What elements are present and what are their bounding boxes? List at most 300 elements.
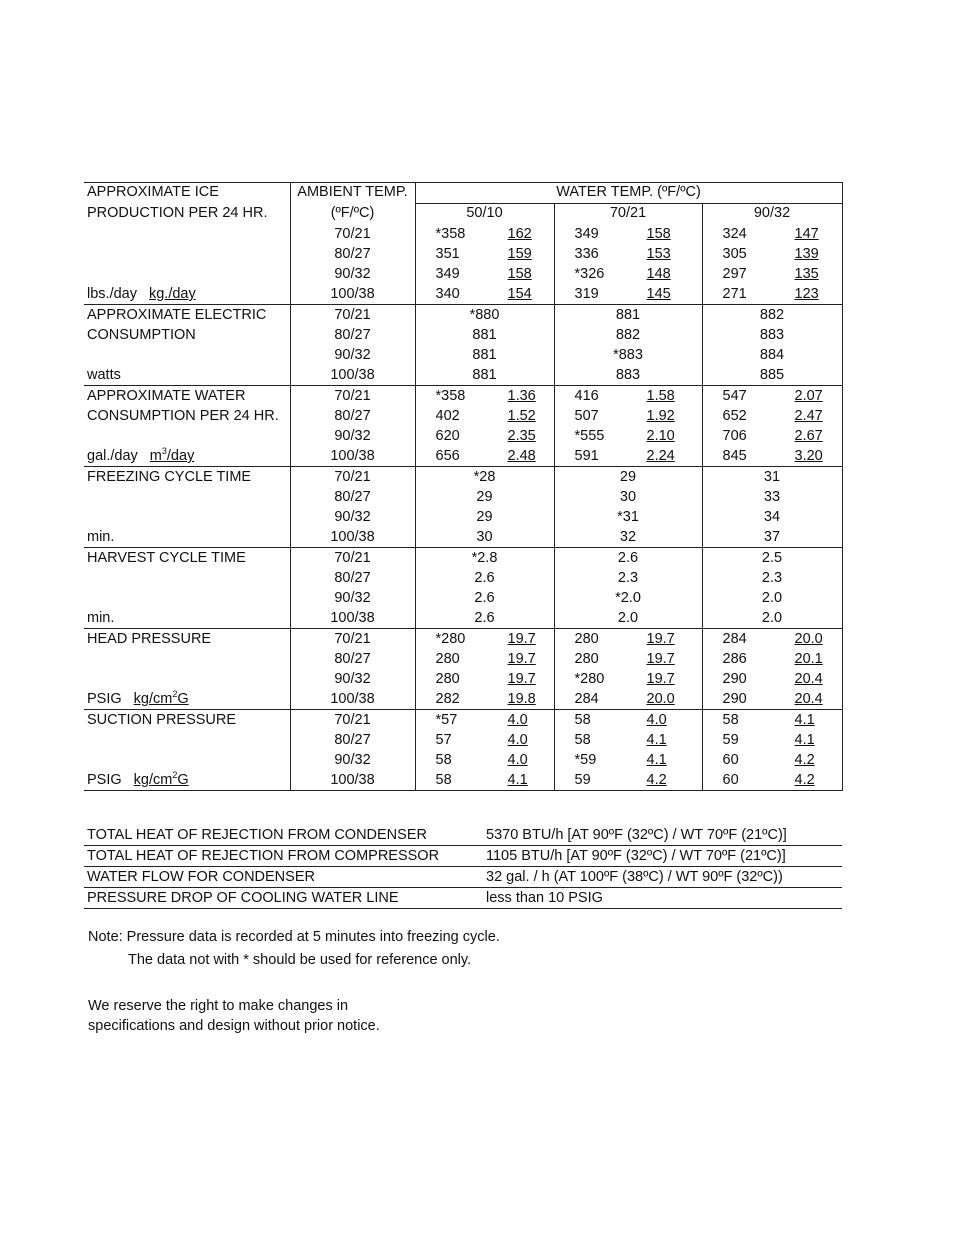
- table-row: [84, 345, 842, 365]
- value-cell: 2.6: [415, 588, 554, 608]
- table-subheader-row: [84, 204, 842, 225]
- ambient-temp-cell: 70/21: [290, 386, 415, 407]
- metric-value: 2.07: [794, 388, 823, 404]
- value-cell: 882: [554, 325, 702, 345]
- value-pair-cell: [702, 264, 842, 284]
- value-cell: 33: [702, 487, 842, 507]
- primary-value: 656: [435, 448, 460, 464]
- metric-value: 153: [646, 246, 671, 262]
- section-label: APPROXIMATE ELECTRIC: [84, 305, 290, 326]
- metric-value: 1.36: [507, 388, 536, 404]
- summary-label: TOTAL HEAT OF REJECTION FROM COMPRESSOR: [84, 846, 482, 867]
- value-pair-cell: [702, 689, 842, 710]
- value-pair-cell: [554, 770, 702, 791]
- primary-value: 305: [722, 246, 747, 262]
- table-row: [84, 710, 842, 731]
- section-label: PRODUCTION PER 24 HR.: [87, 204, 268, 221]
- metric-value: 2.24: [646, 448, 675, 464]
- primary-value: 591: [574, 448, 599, 464]
- section-label: CONSUMPTION PER 24 HR.: [87, 408, 279, 424]
- ambient-temp-cell: 70/21: [290, 629, 415, 650]
- value-pair-cell: [702, 750, 842, 770]
- unit-label: [84, 284, 290, 305]
- table-row: [84, 284, 842, 305]
- table-row: [84, 629, 842, 650]
- ambient-temp-cell: 80/27: [290, 244, 415, 264]
- ambient-temp-cell: 100/38: [290, 770, 415, 791]
- primary-value: 652: [722, 408, 747, 424]
- value-pair-cell: [415, 446, 554, 467]
- value-cell: 34: [702, 507, 842, 527]
- metric-value: 20.1: [794, 651, 823, 667]
- primary-value: 547: [722, 388, 747, 404]
- primary-value: 340: [435, 286, 460, 302]
- primary-value: 706: [722, 428, 747, 444]
- metric-value: 19.8: [507, 691, 536, 707]
- value-cell: 29: [554, 467, 702, 488]
- metric-value: 2.10: [646, 428, 675, 444]
- ambient-temp-cell: 80/27: [290, 730, 415, 750]
- value-pair-cell: [554, 244, 702, 264]
- metric-value: 123: [794, 286, 819, 302]
- value-pair-cell: [554, 669, 702, 689]
- metric-value: 4.1: [646, 732, 667, 748]
- value-cell: 881: [415, 345, 554, 365]
- value-pair-cell: [415, 224, 554, 244]
- metric-value: 4.1: [507, 772, 528, 788]
- section-label: [84, 487, 290, 507]
- table-row: [84, 669, 842, 689]
- value-pair-cell: [702, 446, 842, 467]
- value-cell: *28: [415, 467, 554, 488]
- value-pair-cell: [702, 244, 842, 264]
- ambient-temp-cell: 90/32: [290, 588, 415, 608]
- primary-value: 284: [722, 631, 747, 647]
- metric-value: 154: [507, 286, 532, 302]
- value-cell: 2.6: [415, 608, 554, 629]
- value-cell: *880: [415, 305, 554, 326]
- primary-value: 58: [435, 752, 452, 768]
- ambient-temp-cell: 90/32: [290, 426, 415, 446]
- table-row: [84, 730, 842, 750]
- summary-label: WATER FLOW FOR CONDENSER: [84, 867, 482, 888]
- reference-note: The data not with * should be used for reference only.: [128, 952, 472, 968]
- summary-value: 5370 BTU/h [AT 90ºF (32ºC) / WT 70ºF (21ºC)]: [482, 825, 842, 846]
- ambient-temp-cell: 80/27: [290, 487, 415, 507]
- section-label: [84, 649, 290, 669]
- summary-label: PRESSURE DROP OF COOLING WATER LINE: [84, 888, 482, 909]
- value-cell: 29: [415, 487, 554, 507]
- section-label: [84, 507, 290, 527]
- table-row: [84, 548, 842, 569]
- value-pair-cell: [554, 710, 702, 731]
- ambient-temp-cell: 90/32: [290, 345, 415, 365]
- value-pair-cell: [415, 730, 554, 750]
- unit-primary: watts: [87, 367, 121, 383]
- ambient-temp-cell: 90/32: [290, 507, 415, 527]
- value-cell: *2.0: [554, 588, 702, 608]
- unit-primary: PSIG: [87, 691, 122, 707]
- metric-value: 4.2: [794, 752, 815, 768]
- value-pair-cell: [702, 730, 842, 750]
- value-pair-cell: [554, 406, 702, 426]
- primary-value: 349: [435, 266, 460, 282]
- value-pair-cell: [702, 284, 842, 305]
- section-label: [84, 730, 290, 750]
- value-cell: 883: [554, 365, 702, 386]
- value-pair-cell: [415, 750, 554, 770]
- table-row: [84, 426, 842, 446]
- table-row: [84, 770, 842, 791]
- value-pair-cell: [554, 649, 702, 669]
- metric-value: 20.4: [794, 691, 823, 707]
- primary-value: 349: [574, 226, 599, 242]
- metric-value: 4.1: [794, 732, 815, 748]
- table-row: [84, 750, 842, 770]
- primary-value: *326: [574, 266, 605, 282]
- metric-value: 2.35: [507, 428, 536, 444]
- primary-value: 402: [435, 408, 460, 424]
- table-row: [84, 386, 842, 407]
- primary-value: 297: [722, 266, 747, 282]
- value-pair-cell: [554, 224, 702, 244]
- unit-secondary: $kg/cm^2G$: [133, 770, 189, 788]
- value-pair-cell: [702, 669, 842, 689]
- table-row: [84, 264, 842, 284]
- value-pair-cell: [415, 386, 554, 407]
- ambient-temp-cell: 90/32: [290, 750, 415, 770]
- value-pair-cell: [554, 264, 702, 284]
- primary-value: *358: [435, 226, 466, 242]
- section-label: [84, 244, 290, 264]
- value-cell: *31: [554, 507, 702, 527]
- metric-value: 4.1: [794, 712, 815, 728]
- metric-value: 4.0: [507, 732, 528, 748]
- ambient-temp-cell: 80/27: [290, 568, 415, 588]
- ambient-temp-cell: 80/27: [290, 325, 415, 345]
- primary-value: *358: [435, 388, 466, 404]
- value-cell: 2.6: [554, 548, 702, 569]
- ambient-temp-cell: 80/27: [290, 406, 415, 426]
- ambient-temp-cell: 100/38: [290, 446, 415, 467]
- value-pair-cell: [702, 649, 842, 669]
- primary-value: 324: [722, 226, 747, 242]
- primary-value: 60: [722, 752, 739, 768]
- summary-table: [84, 825, 842, 909]
- value-cell: 2.6: [415, 568, 554, 588]
- value-cell: 881: [415, 325, 554, 345]
- metric-value: 4.2: [794, 772, 815, 788]
- value-pair-cell: [415, 629, 554, 650]
- unit-label: [84, 770, 290, 791]
- primary-value: 58: [574, 732, 591, 748]
- ambient-temp-cell: 70/21: [290, 710, 415, 731]
- table-row: [84, 588, 842, 608]
- value-pair-cell: [702, 629, 842, 650]
- primary-value: 58: [722, 712, 739, 728]
- unit-label: [84, 446, 290, 467]
- metric-value: 139: [794, 246, 819, 262]
- metric-value: 145: [646, 286, 671, 302]
- primary-value: 845: [722, 448, 747, 464]
- value-pair-cell: [702, 406, 842, 426]
- table-row: [84, 649, 842, 669]
- metric-value: 2.48: [507, 448, 536, 464]
- unit-primary: gal./day: [87, 448, 138, 464]
- ambient-temp-cell: 70/21: [290, 467, 415, 488]
- primary-value: 57: [435, 732, 452, 748]
- metric-value: 162: [507, 226, 532, 242]
- ambient-temp-cell: 90/32: [290, 264, 415, 284]
- section-label: [84, 750, 290, 770]
- ambient-temp-unit-header: (ºF/ºC): [290, 204, 415, 225]
- ambient-temp-cell: 70/21: [290, 224, 415, 244]
- section-label: FREEZING CYCLE TIME: [84, 467, 290, 488]
- table-row: [84, 365, 842, 386]
- value-cell: 37: [702, 527, 842, 548]
- section-label: [84, 345, 290, 365]
- value-pair-cell: [554, 689, 702, 710]
- primary-value: 280: [435, 671, 460, 687]
- metric-value: 19.7: [507, 671, 536, 687]
- value-pair-cell: [554, 446, 702, 467]
- primary-value: 336: [574, 246, 599, 262]
- value-pair-cell: [415, 669, 554, 689]
- metric-value: 148: [646, 266, 671, 282]
- metric-value: 20.0: [794, 631, 823, 647]
- value-pair-cell: [415, 689, 554, 710]
- summary-value: 1105 BTU/h [AT 90ºF (32ºC) / WT 70ºF (21ºC)]: [482, 846, 842, 867]
- metric-value: 4.2: [646, 772, 667, 788]
- table-row: [84, 689, 842, 710]
- metric-value: 158: [507, 266, 532, 282]
- metric-value: 19.7: [646, 671, 675, 687]
- primary-value: 60: [722, 772, 739, 788]
- metric-value: 1.58: [646, 388, 675, 404]
- value-cell: 31: [702, 467, 842, 488]
- primary-value: 282: [435, 691, 460, 707]
- ambient-temp-header: AMBIENT TEMP.: [290, 183, 415, 204]
- unit-secondary: kg./day: [148, 286, 196, 302]
- metric-value: 4.0: [646, 712, 667, 728]
- summary-table-body: [84, 825, 842, 909]
- section-label: [84, 224, 290, 244]
- primary-value: 280: [435, 651, 460, 667]
- section-label: [84, 426, 290, 446]
- value-pair-cell: [415, 770, 554, 791]
- table-row: [84, 325, 842, 345]
- value-cell: *883: [554, 345, 702, 365]
- section-label: SUCTION PRESSURE: [84, 710, 290, 731]
- value-cell: 881: [554, 305, 702, 326]
- metric-value: 4.0: [507, 752, 528, 768]
- unit-secondary: $m^3$/day: [149, 446, 195, 464]
- table-row: [84, 568, 842, 588]
- value-cell: 30: [415, 527, 554, 548]
- primary-value: 620: [435, 428, 460, 444]
- primary-value: *57: [435, 712, 458, 728]
- section-label: [84, 669, 290, 689]
- table-row: [84, 446, 842, 467]
- value-pair-cell: [415, 649, 554, 669]
- primary-value: 280: [574, 651, 599, 667]
- value-cell: 885: [702, 365, 842, 386]
- primary-value: 59: [574, 772, 591, 788]
- value-cell: 883: [702, 325, 842, 345]
- section-label: [84, 588, 290, 608]
- value-cell: 2.0: [554, 608, 702, 629]
- primary-value: *280: [435, 631, 466, 647]
- value-cell: 884: [702, 345, 842, 365]
- value-pair-cell: [415, 406, 554, 426]
- ambient-temp-cell: 100/38: [290, 608, 415, 629]
- value-pair-cell: [702, 710, 842, 731]
- section-label: [84, 264, 290, 284]
- primary-value: 284: [574, 691, 599, 707]
- summary-label: TOTAL HEAT OF REJECTION FROM CONDENSER: [84, 825, 482, 846]
- primary-value: 58: [574, 712, 591, 728]
- summary-row: [84, 867, 842, 888]
- metric-value: 19.7: [646, 651, 675, 667]
- metric-value: 19.7: [507, 651, 536, 667]
- metric-value: 147: [794, 226, 819, 242]
- value-pair-cell: [702, 224, 842, 244]
- section-label: HEAD PRESSURE: [84, 629, 290, 650]
- value-cell: 2.3: [702, 568, 842, 588]
- table-row: [84, 244, 842, 264]
- value-cell: 2.0: [702, 608, 842, 629]
- metric-value: 19.7: [646, 631, 675, 647]
- value-pair-cell: [415, 264, 554, 284]
- summary-value: 32 gal. / h (AT 100ºF (38ºC) / WT 90ºF (32ºC)): [482, 867, 842, 888]
- section-label: CONSUMPTION: [87, 327, 196, 343]
- summary-row: [84, 825, 842, 846]
- table-row: [84, 467, 842, 488]
- disclaimer-line-2: specifications and design without prior notice.: [88, 1018, 380, 1034]
- summary-row: [84, 846, 842, 867]
- value-pair-cell: [554, 629, 702, 650]
- summary-row: [84, 888, 842, 909]
- primary-value: 59: [722, 732, 739, 748]
- unit-primary: PSIG: [87, 772, 122, 788]
- value-pair-cell: [554, 730, 702, 750]
- primary-value: *280: [574, 671, 605, 687]
- summary-value: less than 10 PSIG: [482, 888, 842, 909]
- primary-value: 280: [574, 631, 599, 647]
- metric-value: 158: [646, 226, 671, 242]
- ambient-temp-cell: 70/21: [290, 548, 415, 569]
- unit-primary: min.: [87, 610, 115, 626]
- metric-value: 2.67: [794, 428, 823, 444]
- water-group-header: 70/21: [554, 204, 702, 225]
- unit-label: [84, 365, 290, 386]
- table-row: [84, 224, 842, 244]
- value-pair-cell: [702, 426, 842, 446]
- metric-value: 20.0: [646, 691, 675, 707]
- metric-value: 1.92: [646, 408, 675, 424]
- metric-value: 19.7: [507, 631, 536, 647]
- table-row: [84, 527, 842, 548]
- metric-value: 4.0: [507, 712, 528, 728]
- ambient-temp-cell: 80/27: [290, 649, 415, 669]
- table-row: [84, 608, 842, 629]
- value-pair-cell: [702, 386, 842, 407]
- metric-value: 2.47: [794, 408, 823, 424]
- table-row: [84, 487, 842, 507]
- primary-value: 286: [722, 651, 747, 667]
- primary-value: 507: [574, 408, 599, 424]
- ambient-temp-cell: 90/32: [290, 669, 415, 689]
- unit-primary: min.: [87, 529, 115, 545]
- unit-label: [84, 608, 290, 629]
- primary-value: *59: [574, 752, 597, 768]
- value-cell: 30: [554, 487, 702, 507]
- metric-value: 135: [794, 266, 819, 282]
- performance-data-table: [84, 182, 843, 791]
- unit-primary: lbs./day: [87, 286, 137, 302]
- metric-value: 159: [507, 246, 532, 262]
- primary-value: 271: [722, 286, 747, 302]
- value-cell: 881: [415, 365, 554, 386]
- table-header-row: [84, 183, 842, 204]
- ambient-temp-cell: 70/21: [290, 305, 415, 326]
- metric-value: 3.20: [794, 448, 823, 464]
- section-label: [84, 568, 290, 588]
- table-row: [84, 507, 842, 527]
- ambient-temp-cell: 100/38: [290, 527, 415, 548]
- performance-table-body: [84, 183, 842, 791]
- value-pair-cell: [415, 426, 554, 446]
- water-group-header: 90/32: [702, 204, 842, 225]
- value-cell: 29: [415, 507, 554, 527]
- value-pair-cell: [415, 284, 554, 305]
- value-cell: 2.5: [702, 548, 842, 569]
- value-cell: *2.8: [415, 548, 554, 569]
- unit-secondary: $kg/cm^2G$: [133, 689, 189, 707]
- primary-value: 58: [435, 772, 452, 788]
- disclaimer-line-1: We reserve the right to make changes in: [88, 998, 349, 1014]
- table-row: [84, 305, 842, 326]
- value-cell: 882: [702, 305, 842, 326]
- section-label: HARVEST CYCLE TIME: [84, 548, 290, 569]
- ambient-temp-cell: 100/38: [290, 284, 415, 305]
- pressure-note: Note: Pressure data is recorded at 5 minutes into freezing cycle.: [88, 929, 500, 945]
- value-pair-cell: [554, 284, 702, 305]
- value-cell: 32: [554, 527, 702, 548]
- metric-value: 4.1: [646, 752, 667, 768]
- water-group-header: 50/10: [415, 204, 554, 225]
- value-pair-cell: [554, 750, 702, 770]
- section-label: APPROXIMATE WATER: [84, 386, 290, 407]
- value-pair-cell: [554, 426, 702, 446]
- value-cell: 2.3: [554, 568, 702, 588]
- value-pair-cell: [554, 386, 702, 407]
- ambient-temp-cell: 100/38: [290, 365, 415, 386]
- primary-value: 351: [435, 246, 460, 262]
- metric-value: 1.52: [507, 408, 536, 424]
- primary-value: 319: [574, 286, 599, 302]
- ambient-temp-cell: 100/38: [290, 689, 415, 710]
- primary-value: 416: [574, 388, 599, 404]
- table-row: [84, 406, 842, 426]
- value-pair-cell: [702, 770, 842, 791]
- primary-value: 290: [722, 671, 747, 687]
- value-pair-cell: [415, 244, 554, 264]
- section-label: APPROXIMATE ICE: [84, 183, 290, 204]
- metric-value: 20.4: [794, 671, 823, 687]
- primary-value: *555: [574, 428, 605, 444]
- unit-label: [84, 527, 290, 548]
